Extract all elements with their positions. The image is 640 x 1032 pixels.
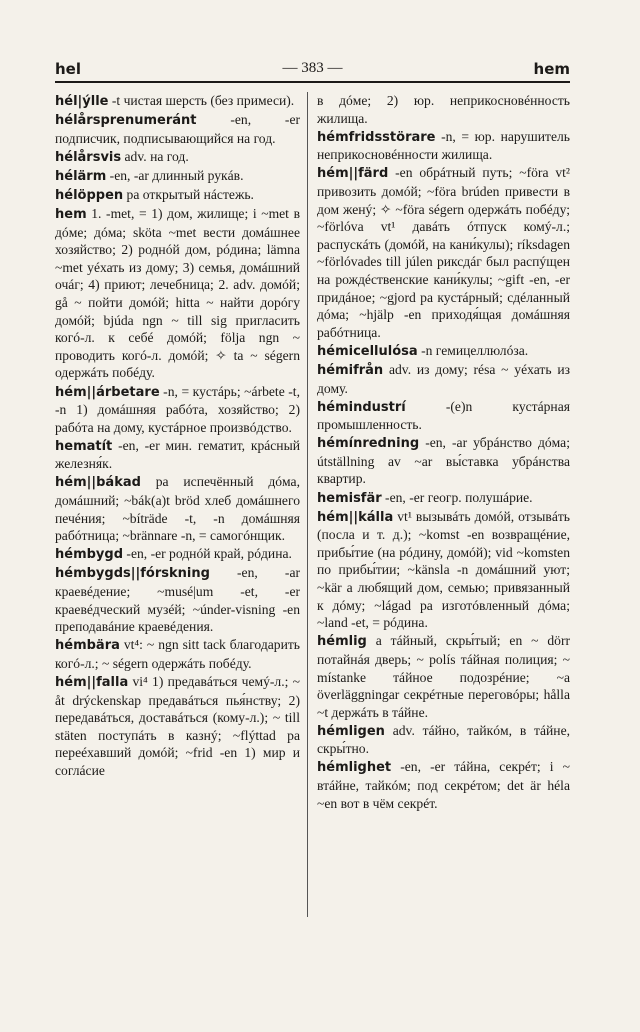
headword: hémindustrí [317, 399, 406, 415]
dictionary-entry: hémínredning -en, -ar убрáнство дóма; útställning av ~ar вы́ставка убрáнства квартир. [317, 435, 570, 487]
headword: hémicellulósa [317, 343, 418, 359]
headword: hélårsvis [55, 149, 122, 165]
dictionary-entry: hémbygd -en, -er роднóй край, рóдина. [55, 546, 292, 563]
headword: hém||färd [317, 166, 389, 182]
headword: hémlighet [317, 760, 392, 776]
dictionary-entry: hémbygds||fórskning -en, -ar краевéдение; ~musé|um -et, -er краевéдческий музéй; ~únder-visning -en преподавáние краевéдения. [55, 565, 300, 635]
headword: hémbygd [55, 547, 124, 563]
right-column [317, 92, 570, 813]
dictionary-entry: hélöppen pa открытый нáстежь. [55, 186, 254, 203]
headword: hél|ýlle [55, 94, 109, 109]
headword: hémfridsstörare [317, 129, 436, 145]
dictionary-entry: hémlighet -en, -er тáйна, секрéт; i ~ втáйне, тайкóм; под секрéтом; det är héla ~en вот в чём секрéт. [317, 759, 570, 811]
headword: hémlig [317, 634, 367, 650]
dictionary-entry: hémbära vt⁴: ~ ngn sitt tack благодарить когó-л.; ~ ségern одержáть побéду. [55, 637, 300, 671]
left-column [55, 92, 300, 780]
guide-word-right: hem [533, 60, 570, 78]
dictionary-entry: hél|ýlle -t чистая шерсть (без примеси). [55, 93, 295, 109]
dictionary-entry: hélårsvis adv. на год. [55, 148, 189, 165]
header-rule [55, 81, 570, 83]
headword: hélärm [55, 168, 107, 184]
headword: hem [55, 207, 87, 223]
dictionary-entry: hém||árbetare -n, = кустáрь; ~árbete -t, -n 1) домáшняя рабóта, хозяйство; 2) рабóта на дому, кустáрное произвóдство. [55, 383, 300, 435]
headword: hélårsprenumeránt [55, 113, 197, 129]
dictionary-entry: hélårsprenumeránt -en, -er подписчик, подписывающийся на год. [55, 112, 300, 146]
guide-word-left: hel [55, 60, 81, 78]
dictionary-entry: hematít -en, -er мин. гематит, крáсный железня́к. [55, 437, 300, 472]
headword: hém||árbetare [55, 384, 160, 400]
headword: hém||kálla [317, 509, 394, 525]
dictionary-entry: hémlig a тáйный, скры́тый; en ~ dörr потайнáя дверь; ~ polís тáйная полиция; ~ místanke тáйное подозрéние; ~a överläggningar секрéтные переговóры; hålla ~t держáть в тáйне. [317, 633, 570, 720]
dictionary-columns [55, 92, 570, 922]
dictionary-entry: hémindustrí -(e)n кустáрная промышленность. [317, 398, 570, 433]
dictionary-entry: hém||färd -en обрáтный путь; ~föra vt² привозить домóй; ~föra brúden привести в дом женý; ✧ ~föra ségern одержáть побéду; ~förlóva vt¹ давáть óтпуск комý-л.; распускáть (домóй, на кани́кулы); ríksdagen ~förlóvades till júlen риксдáг был распýщен на рождéственские кани́кулы; ~gift -en, -er придáное; ~gjord pa кустáрный; сдéланный дóма; ~hjälp -en приходя́щая домáшняя рабóтница. [317, 165, 570, 340]
dictionary-entry: hém||bákad pa испечённый дóма, домáшний; ~bák(a)t bröd хлеб домáшнего печéния; ~bíträde -t, -n домáшняя рабóтница; ~brännare -n, = самогóнщик. [55, 474, 300, 544]
headword: hém||falla [55, 675, 129, 690]
dictionary-entry: hémfridsstörare -n, = юр. нарушитель неприкосновéнности жилища. [317, 128, 570, 163]
page-header [55, 58, 570, 82]
dictionary-entry: hém||kálla vt¹ вызывáть домóй, отзывáть (посла и т. д.); ~komst -en возвращéние, прибы́тие (на рóдину, домóй); vid ~komsten по прибы́тии; ~känsla -n домáшний уют; ~kär a любящий дом, семью; привязанный к дóму; ~lágad pa изготóвленный дóма; ~land -et, = рóдина. [317, 508, 570, 631]
headword: hém||bákad [55, 475, 141, 491]
dictionary-entry: hém||falla vi⁴ 1) предавáться чемý-л.; ~ åt drýckenskap предавáться пья́нству; 2) передавáться, доставáться (кому-л.); ~ till stäten поступáть в казнý; ~flýttad pa переéхавший домóй; ~frid -en 1) мир и соглáсие [55, 674, 300, 778]
dictionary-entry: hémifrån adv. из дому; résa ~ уéхать из дому. [317, 361, 570, 396]
headword: hémifrån [317, 362, 384, 378]
page-number: — 383 — [282, 60, 343, 76]
headword: hémligen [317, 723, 385, 739]
column-divider [307, 92, 308, 917]
headword: hémbygds||fórskning [55, 566, 210, 582]
headword: hematít [55, 438, 113, 454]
headword: hémínredning [317, 436, 420, 452]
dictionary-entry: hemisfär -en, -er геогр. полушáрие. [317, 489, 533, 506]
headword: hemisfär [317, 490, 382, 506]
dictionary-entry: hélärm -en, -ar длинный рукáв. [55, 167, 244, 184]
dictionary-entry: hémligen adv. тáйно, тайкóм, в тáйне, скры́тно. [317, 722, 570, 757]
dictionary-entry: hémicellulósa -n гемицеллюлóза. [317, 342, 529, 359]
dictionary-entry-continued: в дóме; 2) юр. неприкосновéнность жилища. [317, 93, 570, 126]
headword: hélöppen [55, 187, 124, 203]
dictionary-entry: hem 1. -met, = 1) дом, жилище; i ~met в дóме; дóма; sköta ~met вести домáшнее хозяйство; 2) роднóй дом, рóдина; lämna ~met уéхать из дому; 3) семья, домáшний очáг; 4) приют; лечебница; 2. adv. домóй; gå ~ пойти домóй; hitta ~ найти дорóгу домóй; bjúda ngn ~ till sig пригласить когó-л. к себé домóй; följa ngn ~ проводить когó-л. домóй; ✧ ta ~ ségern одержáть побéду. [55, 206, 300, 381]
headword: hémbära [55, 638, 120, 654]
